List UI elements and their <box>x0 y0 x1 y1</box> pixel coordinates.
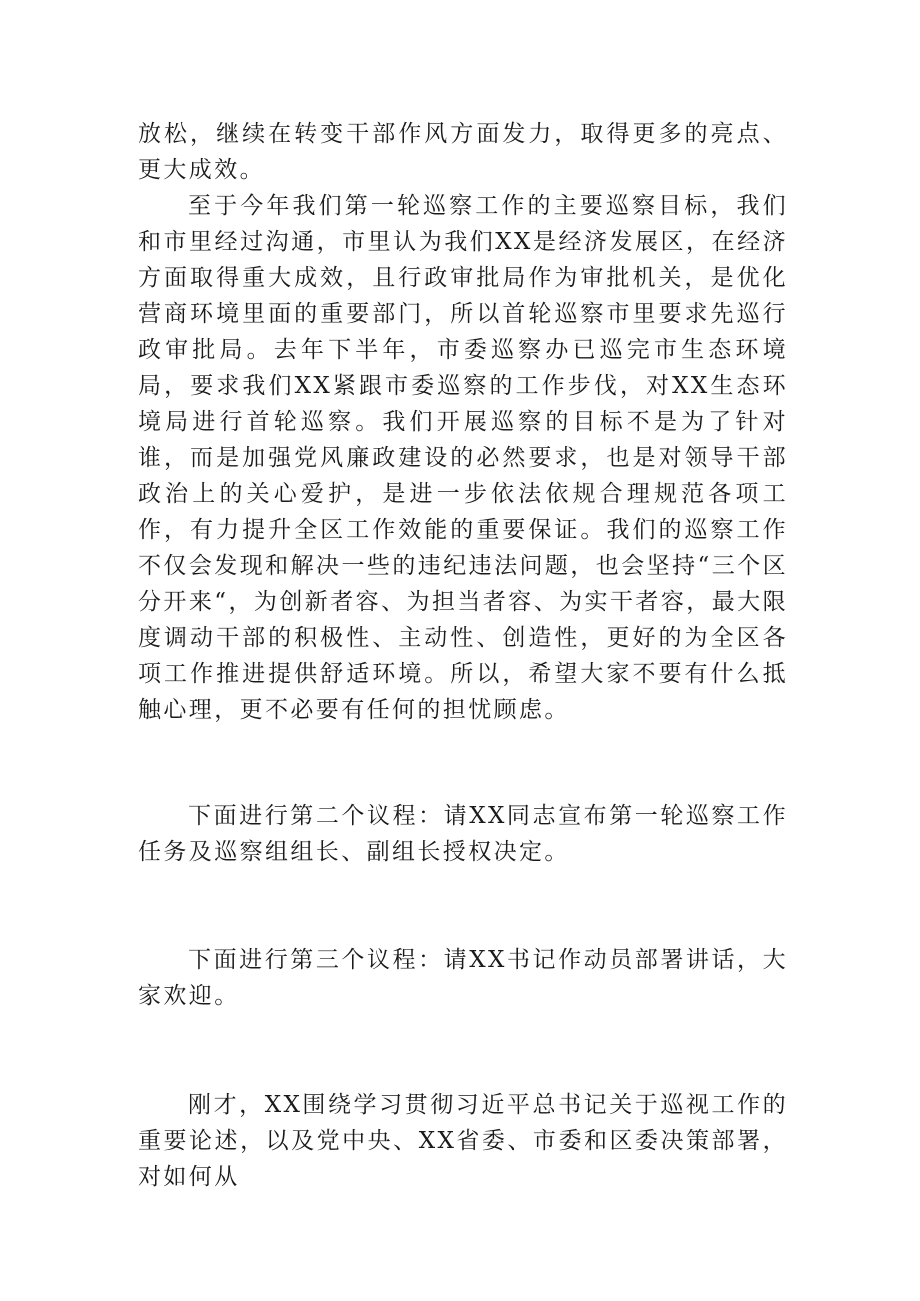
paragraph-5: 刚才，XX围绕学习贯彻习近平总书记关于巡视工作的重要论述，以及党中央、XX省委、市委和区委决策部署，对如何从 <box>138 1092 788 1190</box>
paragraph-4: 下面进行第三个议程：请XX书记作动员部署讲话，大家欢迎。 <box>138 947 788 1009</box>
paragraph-2: 至于今年我们第一轮巡察工作的主要巡察目标，我们和市里经过沟通，市里认为我们XX是经济发展区，在经济方面取得重大成效，且行政审批局作为审批机关，是优化营商环境里面的重要部门，所以首轮巡察市里要求先巡行政审批局。去年下半年，市委巡察办已巡完市生态环境局，要求我们XX紧跟市委巡察的工作步伐，对XX生态环境局进行首轮巡察。我们开展巡察的目标不是为了针对谁，而是加强党风廉政建设的必然要求，也是对领导干部政治上的关心爱护，是进一步依法依规合理规范各项工作，有力提升全区工作效能的重要保证。我们的巡察工作不仅会发现和解决一些的违纪违法问题，也会坚持“三个区分开来“，为创新者容、为担当者容、为实干者容，最大限度调动干部的积极性、主动性、创造性，更好的为全区各项工作推进提供舒适环境。所以，希望大家不要有什么抵触心理，更不必要有任何的担忧顾虑。 <box>138 193 788 723</box>
paragraph-3: 下面进行第二个议程：请XX同志宣布第一轮巡察工作任务及巡察组组长、副组长授权决定。 <box>138 803 788 865</box>
paragraph-1: 放松，继续在转变干部作风方面发力，取得更多的亮点、更大成效。 <box>138 121 788 183</box>
